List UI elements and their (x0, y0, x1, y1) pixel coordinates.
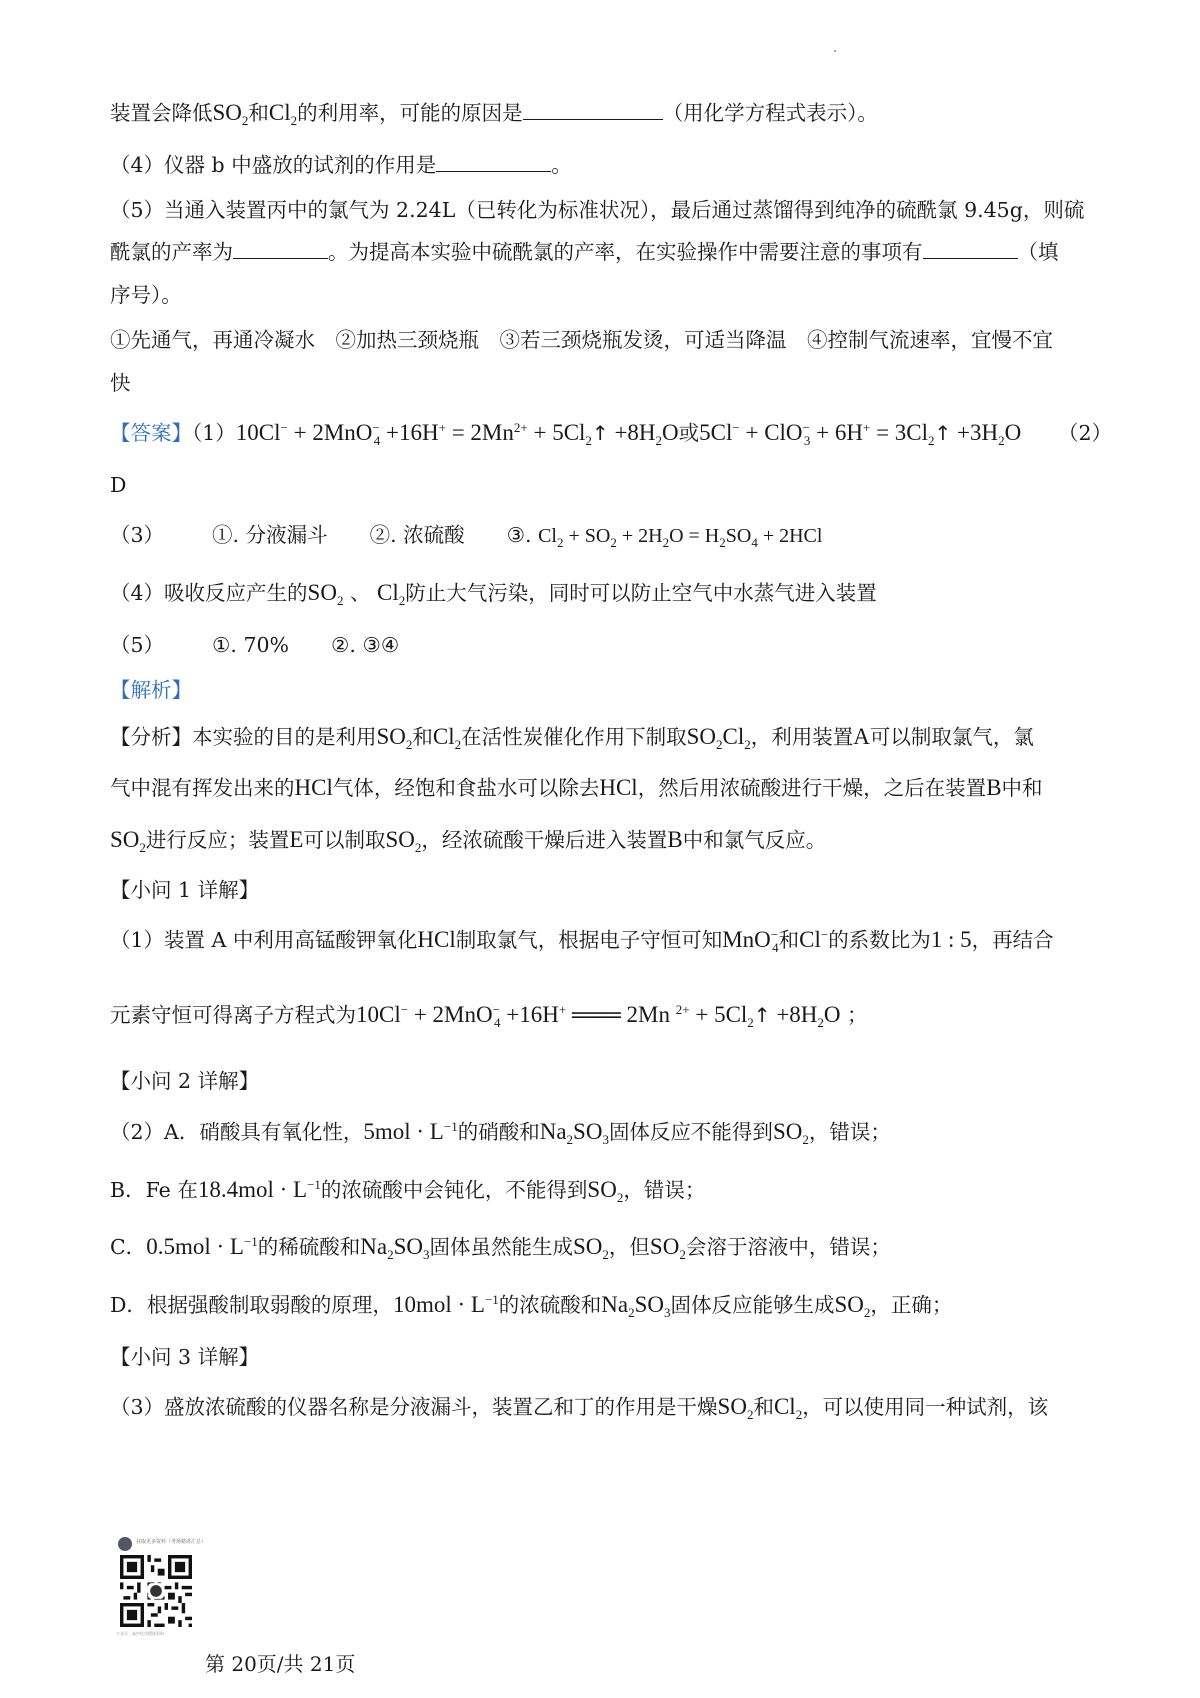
formula: SO (212, 100, 242, 125)
formula: A (853, 724, 870, 749)
subscript: 2 (405, 737, 413, 753)
formula: 5mol · L (363, 1119, 444, 1144)
answer-tag: 【答案】 (110, 421, 192, 445)
qr-caption: 获取更多资料（考场精讲汇总） (136, 1539, 207, 1545)
subscript: 2 (241, 113, 249, 129)
text: 和 (778, 928, 800, 952)
text: 进行反应；装置 (145, 828, 290, 852)
formula: Cl (432, 724, 455, 749)
superscript: −1 (443, 1119, 458, 1135)
subscript: 2 (628, 1305, 635, 1321)
text: （3）盛放浓硫酸的仪器名称是分液漏斗，装置乙和丁的作用是干燥 (110, 1395, 718, 1419)
formula: Cl (773, 1394, 796, 1419)
text-line-3 (110, 195, 1112, 225)
text: 序号）。 (110, 283, 182, 307)
formula: SO (376, 724, 406, 749)
text: ，正确； (870, 1293, 953, 1317)
formula: + 5Cl (527, 420, 586, 445)
superscript: + (558, 1002, 567, 1018)
formula: + 2MnO (287, 420, 373, 445)
text: （5） (110, 633, 165, 657)
formula: 5Cl (699, 420, 733, 445)
subscript: 2 (795, 1407, 803, 1423)
answer-blank[interactable] (436, 151, 551, 172)
superscript: − (802, 420, 810, 436)
text: 和 (412, 725, 433, 749)
text: 。 (551, 153, 572, 177)
scan-dot (834, 50, 836, 52)
superscript: 2+ (513, 420, 528, 436)
text: 固体反应能够生成 (670, 1293, 835, 1317)
text: 。为提高本实验中硫酰氯的产率，在实验操作中需要注意的事项有 (328, 240, 923, 264)
text: 可以制取 (303, 828, 386, 852)
text: 可以制取氯气，氯 (869, 725, 1034, 749)
text: 的硝酸和 (457, 1120, 540, 1144)
formula: SO (834, 1292, 864, 1317)
text-line-4 (110, 237, 1112, 267)
formula: O (1004, 420, 1022, 445)
formula: +8H (608, 420, 656, 445)
answer-blank[interactable] (923, 238, 1018, 259)
text-line-23 (110, 1232, 1112, 1262)
up-arrow-icon: ↑ (934, 421, 952, 445)
formula: 10mol · L (392, 1292, 485, 1317)
text-line-9 (110, 470, 1112, 500)
formula: + 5Cl (689, 1002, 748, 1027)
formula: SO (725, 525, 752, 547)
text-line-12 (110, 630, 1112, 660)
text-line-11 (110, 578, 1112, 608)
text: （3） (110, 523, 165, 547)
superscript: − (820, 927, 829, 943)
formula: 1 : 5 (930, 927, 972, 952)
text: 的浓硫酸中会钝化，不能得到 (320, 1178, 588, 1202)
subscript: 2 (414, 840, 422, 856)
text: ，错误； (623, 1178, 706, 1202)
formula: +3H (951, 420, 999, 445)
subscript: 4 (751, 535, 758, 551)
text: 的系数比为 (828, 928, 931, 952)
formula: HCl (599, 775, 638, 800)
text: 制取氯气，根据电子守恒可知 (455, 928, 723, 952)
subscript: 2 (585, 433, 592, 449)
formula: Na (360, 1234, 388, 1259)
formula: 10Cl (356, 1002, 401, 1027)
subscript: 2 (817, 1015, 824, 1031)
formula: + 2HCl (757, 525, 823, 547)
text: 装置会降低 (110, 101, 213, 125)
text: 的利用率，可能的原因是 (297, 101, 523, 125)
page-number: 第 20页/共 21页 (205, 1652, 356, 1676)
text: （1）装置 A 中利用高锰酸钾氧化 (110, 928, 418, 952)
text: ，然后用浓硫酸进行干燥，之后在装置 (637, 776, 987, 800)
formula: + 2H (616, 525, 663, 547)
superscript: + (862, 420, 871, 436)
qr-footer-caption: 公众号：高中化学精选资料 (116, 1631, 164, 1636)
formula: 10Cl (235, 420, 281, 445)
subscript: 4 (493, 1015, 501, 1031)
text-line-26 (110, 1392, 1112, 1422)
text: （填 (1017, 240, 1059, 264)
subscript: 2 (928, 433, 935, 449)
text-line-18 (110, 925, 1112, 955)
superscript: + (438, 420, 446, 436)
subscript: 2 (998, 433, 1005, 449)
text: 固体反应不能得到 (608, 1120, 773, 1144)
text: （1） (192, 421, 236, 445)
text: （2）A．硝酸具有氧化性， (110, 1120, 364, 1144)
text-line-2 (110, 150, 1112, 180)
text: ③. (506, 523, 539, 547)
subscript: 3 (602, 1132, 609, 1148)
formula: 0.5mol · L (146, 1234, 244, 1259)
subscript: 2 (290, 113, 298, 129)
subscript: 2 (747, 1015, 754, 1031)
text: 的浓硫酸和 (498, 1293, 602, 1317)
text: ，经浓硫酸干燥后进入装置 (421, 828, 668, 852)
text-line-15 (110, 773, 1112, 803)
subscript: 2 (556, 535, 564, 551)
subscript: 2 (679, 1247, 686, 1263)
text: 气体，经饱和食盐水可以除去 (332, 776, 600, 800)
text: （用化学方程式表示）。 (662, 101, 878, 125)
superscript: − (372, 420, 380, 436)
subscript: 2 (863, 1305, 871, 1321)
formula: +16H (380, 420, 439, 445)
page-footer (205, 1648, 355, 1677)
formula: SO (686, 724, 717, 749)
superscript: − (280, 420, 288, 436)
text: （2） (1057, 421, 1112, 445)
text: ，可以使用同一种试剂，该 (802, 1395, 1049, 1419)
superscript: − (770, 927, 779, 943)
text-line-6 (110, 325, 1112, 355)
formula: B (986, 775, 1002, 800)
formula: +8H (770, 1002, 818, 1027)
formula: O (823, 1002, 841, 1027)
formula: Cl (377, 580, 399, 605)
formula: +16H (500, 1002, 559, 1027)
text: 【分析】本实验的目的是利用 (110, 725, 377, 749)
subscript: 2 (398, 593, 406, 609)
subscript: 2 (139, 840, 146, 856)
formula: Na (539, 1119, 567, 1144)
text: ，但 (608, 1235, 650, 1259)
formula: SO (717, 1394, 747, 1419)
text: C． (110, 1235, 147, 1259)
formula: Cl (268, 100, 291, 125)
answer-line (110, 418, 1112, 448)
text-line-7 (110, 368, 1112, 398)
text: 酰氯的产率为 (110, 240, 233, 264)
formula: MnO (722, 927, 771, 952)
formula: B (667, 827, 683, 852)
subscript: 3 (423, 1247, 430, 1263)
analysis-heading (110, 675, 1112, 705)
up-arrow-icon: ↑ (591, 421, 609, 445)
formula: SO (634, 1292, 665, 1317)
text-line-22 (110, 1175, 1112, 1205)
formula: Na (601, 1292, 629, 1317)
superscript: − (492, 1002, 500, 1018)
text-line-16 (110, 825, 1112, 855)
formula: SO (573, 1234, 603, 1259)
subscript: 2 (387, 1247, 394, 1263)
subscript: 3 (664, 1305, 671, 1321)
formula: O = H (669, 525, 720, 547)
formula: SO (649, 1234, 680, 1259)
subscript: 2 (616, 1190, 624, 1206)
text-line-1 (110, 98, 1112, 128)
text: 在活性炭催化作用下制取 (461, 725, 687, 749)
avatar (118, 1537, 132, 1551)
text: 快 (110, 371, 131, 395)
text: B．Fe 在 (110, 1178, 198, 1202)
subscript: 2 (610, 535, 617, 551)
text: 、 (343, 581, 377, 605)
subscript: 2 (716, 737, 723, 753)
subscript: 2 (454, 737, 462, 753)
formula: Cl (538, 525, 557, 547)
text: ①先通气，再通冷凝水 ②加热三颈烧瓶 ③若三颈烧瓶发烫，可适当降温 ④控制气流速率，宜慢不宜 (110, 328, 1053, 352)
text: 或 (678, 421, 700, 445)
superscript: − (732, 420, 740, 436)
text: 固体虽然能生成 (429, 1235, 574, 1259)
subscript: 2 (719, 535, 726, 551)
subsection-heading-1 (110, 875, 1112, 905)
formula: HCl (417, 927, 456, 952)
superscript: 2+ (675, 1002, 690, 1018)
formula: O (662, 420, 679, 445)
text: 【小问 3 详解】 (110, 1345, 260, 1369)
answer-blank[interactable] (233, 238, 328, 259)
text: D (110, 473, 127, 497)
subscript: 2 (744, 737, 751, 753)
text-line-14 (110, 722, 1112, 752)
subscript: 2 (602, 1247, 609, 1263)
subscript: 2 (746, 1407, 754, 1423)
text: D．根据强酸制取弱酸的原理， (110, 1293, 393, 1317)
text: ②. 浓硫酸 (369, 523, 465, 547)
formula: + 2MnO (408, 1002, 493, 1027)
text: 中和氯气反应。 (682, 828, 827, 852)
subsection-heading-2 (110, 1066, 1112, 1096)
text: 【小问 1 详解】 (110, 878, 260, 902)
text: 防止大气污染，同时可以防止空气中水蒸气进入装置 (405, 581, 877, 605)
formula: SO (573, 1119, 603, 1144)
superscript: −1 (307, 1177, 321, 1193)
text: ，利用装置 (750, 725, 854, 749)
text: 【小问 2 详解】 (110, 1069, 260, 1093)
text-line-21 (110, 1117, 1112, 1147)
formula: SO (307, 580, 337, 605)
superscript: −1 (484, 1292, 499, 1308)
subscript: 2 (662, 535, 670, 551)
up-arrow-icon: ↑ (753, 1003, 771, 1027)
text-line-5 (110, 280, 1112, 310)
formula: SO (110, 827, 140, 852)
subscript: 4 (373, 433, 381, 449)
formula: SO (587, 1177, 617, 1202)
text: ； (840, 1003, 868, 1027)
text: （5）当通入装置丙中的氯气为 2.24L（已转化为标准状况），最后通过蒸馏得到纯净的硫酰氯 9.45g，则硫 (110, 198, 1085, 222)
formula: E (289, 827, 304, 852)
text: 的稀硫酸和 (257, 1235, 361, 1259)
text: ，再结合 (971, 928, 1054, 952)
text: ，错误； (808, 1120, 891, 1144)
formula: + SO (563, 525, 611, 547)
formula: SO (393, 1234, 424, 1259)
formula: SO (385, 827, 415, 852)
text-line-19 (110, 1000, 1112, 1030)
formula: Cl (722, 724, 745, 749)
text: （4）仪器 b 中盛放的试剂的作用是 (110, 153, 437, 177)
analysis-tag: 【解析】 (110, 678, 192, 702)
formula: + 6H (810, 420, 863, 445)
formula: HCl (294, 775, 333, 800)
text: 和 (753, 1395, 774, 1419)
formula: SO (772, 1119, 803, 1144)
formula: + ClO (739, 420, 803, 445)
answer-blank[interactable] (523, 99, 663, 120)
subscript: 4 (772, 940, 779, 956)
formula: = 3Cl (870, 420, 929, 445)
superscript: −1 (243, 1234, 258, 1250)
text: ①. 分液漏斗 (212, 523, 328, 547)
text: 气中混有挥发出来的 (110, 776, 295, 800)
subsection-heading-3 (110, 1342, 1112, 1372)
formula: 18.4mol · L (197, 1177, 308, 1202)
subscript: 3 (803, 433, 811, 449)
text: ②. ③④ (331, 633, 400, 657)
formula: ═══ 2Mn (566, 1002, 676, 1027)
qr-code-icon[interactable] (120, 1555, 192, 1627)
text-line-10 (110, 520, 1112, 551)
subscript: 2 (336, 593, 344, 609)
text: ①. 70% (212, 633, 290, 657)
superscript: − (400, 1002, 409, 1018)
text-line-24 (110, 1290, 1112, 1320)
subscript: 2 (566, 1132, 574, 1148)
text: （4）吸收反应产生的 (110, 581, 308, 605)
subscript: 2 (802, 1132, 809, 1148)
subscript: 2 (655, 433, 663, 449)
formula: Cl (799, 927, 821, 952)
text: 中和 (1001, 776, 1043, 800)
text: 元素守恒可得离子方程式为 (110, 1003, 356, 1027)
text: 会溶于溶液中，错误； (685, 1235, 891, 1259)
text: 和 (248, 101, 269, 125)
formula: = 2Mn (445, 420, 514, 445)
